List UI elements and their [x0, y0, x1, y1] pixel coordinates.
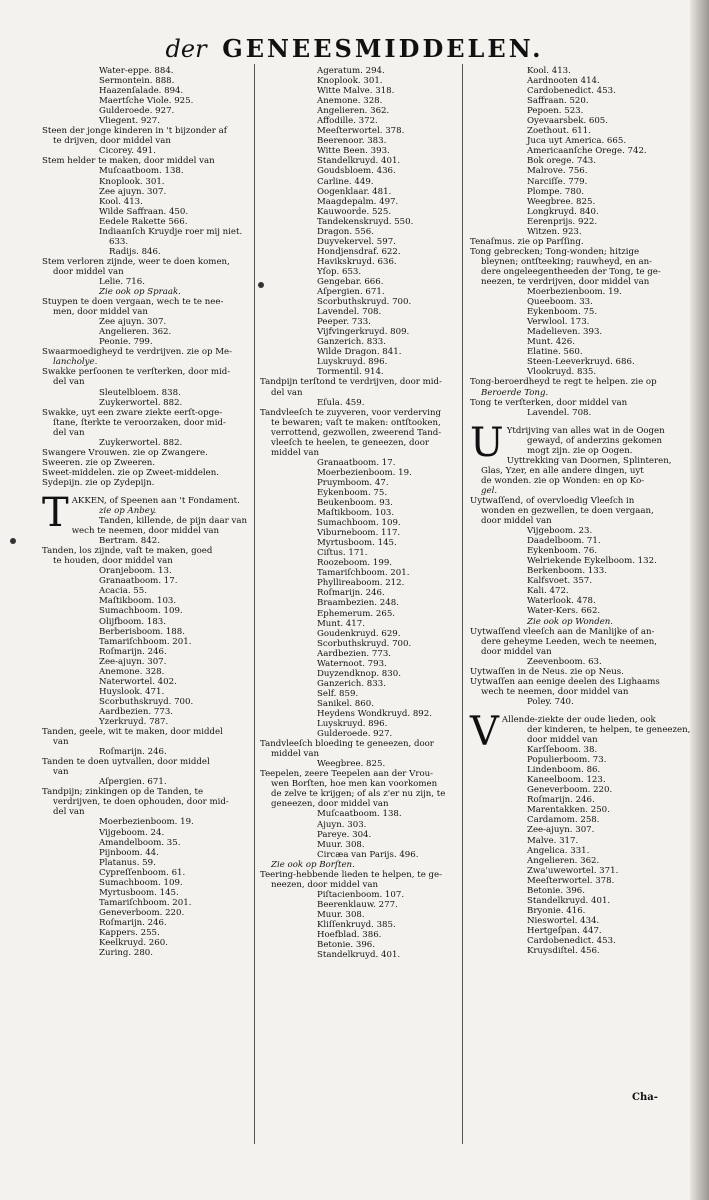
- index-line: Carline. 449.: [317, 176, 374, 187]
- index-line: Beroerde Tong.: [481, 387, 549, 398]
- index-line: Eykenboom. 76.: [527, 546, 598, 557]
- running-header: [0, 34, 709, 63]
- index-line: Self. 859.: [317, 688, 359, 699]
- index-line: Pijnboom. 44.: [99, 847, 159, 858]
- index-line: Bryonie. 416.: [527, 905, 586, 916]
- index-line: Zoethout. 611.: [527, 126, 591, 137]
- index-line: Zuykerwortel. 882.: [99, 437, 183, 448]
- index-line: Aardbezien. 773.: [99, 706, 174, 717]
- index-line: Vlookruyd. 835.: [527, 367, 597, 378]
- index-line: Zee-ajuyn. 307.: [99, 656, 167, 667]
- ink-spot: [10, 538, 16, 544]
- index-line: Tamariſchboom. 201.: [317, 568, 410, 579]
- index-line: Cypreſſenboom. 61.: [99, 867, 186, 878]
- index-line: Plompe. 780.: [527, 186, 585, 197]
- index-line: Eedele Rakette 566.: [99, 216, 188, 227]
- index-line: Maſtikboom. 103.: [317, 508, 395, 519]
- index-line: Stem verloren zijnde, weer te doen komen,: [42, 256, 230, 267]
- index-line: Zwa'uwewortel. 371.: [527, 865, 619, 876]
- index-line: Myrtusboom. 145.: [99, 887, 179, 898]
- index-line: mogt zijn. zie op Oogen.: [527, 445, 633, 456]
- index-line: Cicorey. 491.: [99, 146, 156, 157]
- index-line: Tong te verſterken, door middel van: [470, 397, 628, 408]
- index-line: Kauwoorde. 525.: [317, 206, 392, 217]
- index-line: Swakke, uyt een zware ziekte eerſt-opge-: [42, 407, 223, 418]
- index-line: Narciſſe. 779.: [527, 176, 588, 187]
- index-line: middel van: [271, 749, 319, 760]
- index-line: Ajuyn. 303.: [317, 819, 367, 830]
- index-line: Waterlook. 478.: [527, 596, 596, 607]
- index-line: Munt. 426.: [527, 337, 575, 348]
- header-title: GENEESMIDDELEN.: [222, 34, 544, 63]
- index-line: Keelkruyd. 260.: [99, 938, 168, 949]
- index-line: Peeper. 733.: [317, 317, 371, 328]
- index-line: Steen der jonge kinderen in 't bijzonder af: [42, 126, 227, 137]
- index-line: Ciſtus. 171.: [317, 548, 368, 559]
- index-line: men, door middel van: [53, 307, 148, 318]
- index-line: Aſpergien. 671.: [317, 287, 385, 298]
- index-line: Malrove. 756.: [527, 166, 588, 177]
- index-line: Roſmarijn. 246.: [99, 646, 167, 657]
- index-line: Tandvleeſch te zuyveren, voor verderving: [260, 407, 442, 418]
- index-line: Standelkruyd. 401.: [317, 950, 401, 961]
- index-line: Welriekende Eykelboom. 132.: [527, 556, 657, 567]
- index-line: Tanden, los zijnde, vaſt te maken, goed: [42, 546, 213, 557]
- index-line: zie op Anbey.: [99, 506, 157, 517]
- index-line: Zee ajuyn. 307.: [99, 317, 167, 328]
- index-line: Populierboom. 73.: [527, 755, 607, 766]
- index-line: Moerbezienboom. 19.: [99, 817, 194, 828]
- index-line: Zie ook op Wonden.: [527, 616, 614, 627]
- index-line: Yzerkruyd. 787.: [99, 717, 169, 727]
- index-line: Angelieren. 362.: [99, 327, 172, 338]
- drop-cap-letter: T: [42, 489, 69, 536]
- index-line: Goudenkruyd. 629.: [317, 628, 401, 639]
- header-lead: der: [165, 35, 207, 63]
- index-column-right: [470, 66, 691, 957]
- index-line: Pareye. 304.: [317, 829, 372, 840]
- index-line: Peonie. 799.: [99, 337, 153, 348]
- index-line: Huyslook. 471.: [99, 686, 165, 697]
- index-line: Eykenboom. 75.: [527, 307, 598, 318]
- index-line: Muſcaatboom. 138.: [317, 809, 402, 820]
- index-line: Bok orege. 743.: [527, 156, 596, 167]
- index-line: Amandelboom. 35.: [99, 837, 181, 848]
- index-line: Karſſeboom. 38.: [527, 745, 598, 756]
- index-line: Betonie. 396.: [317, 940, 375, 951]
- index-line: Longkruyd. 840.: [527, 206, 599, 217]
- index-line: Weegbree. 825.: [527, 196, 596, 207]
- index-line: Verwlool. 173.: [527, 317, 590, 328]
- index-line: Teering-hebbende lieden te helpen, te ge-: [260, 869, 443, 880]
- index-line-text: Allende-ziekte der oude lieden, ook: [501, 714, 656, 725]
- index-line: Aardbezien. 773.: [317, 648, 392, 659]
- index-line: Aardnooten 414.: [527, 76, 600, 87]
- index-line: wech te neemen, door middel van: [71, 526, 220, 537]
- index-line: Muur. 308.: [317, 839, 365, 850]
- index-line: Sumachboom. 109.: [317, 518, 401, 529]
- index-line: Zee ajuyn. 307.: [99, 186, 167, 197]
- index-line: Angelieren. 362.: [317, 106, 390, 117]
- index-line: Heydens Wondkruyd. 892.: [317, 709, 432, 719]
- index-line: Vijgeboom. 24.: [99, 827, 165, 838]
- index-line: Moerbezienboom. 19.: [317, 467, 412, 478]
- index-line: Tanden te doen uytvallen, door middel: [42, 757, 210, 768]
- index-line: Poley. 740.: [527, 696, 574, 707]
- index-line: Meeſterwortel. 378.: [317, 126, 405, 137]
- index-line: geneezen, door middel van: [271, 799, 389, 810]
- index-line: Knoplook. 301.: [317, 76, 383, 87]
- index-line: Gengebar. 666.: [317, 276, 384, 287]
- index-line: Hertgeſpan. 447.: [527, 925, 602, 936]
- index-line: door middel van: [481, 516, 552, 527]
- index-line: Sleutelbloem. 838.: [99, 387, 181, 398]
- index-line: [470, 707, 682, 711]
- index-line: te bewaren; vaſt te maken: ontſtooken,: [271, 417, 441, 428]
- index-line: de wonden. zie op Wonden: en op Ko-: [481, 475, 645, 486]
- index-line: Kappers. 255.: [99, 927, 160, 938]
- index-line: Havikskruyd. 636.: [317, 256, 397, 267]
- index-line: Sumachboom. 109.: [99, 606, 183, 617]
- index-line: Uytwaſſen aan eenige deelen des Lighaams: [470, 676, 660, 687]
- index-line: Uyttrekking van Doornen, Splinteren,: [506, 455, 672, 466]
- page-edge-shadow: [690, 0, 709, 1200]
- index-line: Ephemerum. 265.: [317, 608, 396, 619]
- index-line: Radijs. 846.: [109, 246, 161, 257]
- index-line: Luyskruyd. 896.: [317, 357, 388, 368]
- index-line: te houden, door middel van: [53, 556, 173, 567]
- index-line: Sweet-middelen. zie op Zweet-middelen.: [42, 467, 220, 478]
- index-line: Stem helder te maken, door middel van: [42, 156, 215, 167]
- index-line: Scorbuthskruyd. 700.: [99, 696, 194, 707]
- index-line: Tamariſchboom. 201.: [99, 636, 192, 647]
- index-line: Beerenklauw. 277.: [317, 899, 398, 910]
- index-line: Knoplook. 301.: [99, 176, 165, 187]
- drop-cap-letter: U: [470, 419, 504, 466]
- index-line: Tamariſchboom. 201.: [99, 897, 192, 908]
- index-line: Saffraan. 520.: [527, 96, 589, 107]
- index-line: Standelkruyd. 401.: [527, 895, 611, 906]
- index-line: Tenaſmus. zie op Parſſing.: [470, 236, 584, 247]
- index-line: Zee-ajuyn. 307.: [527, 825, 595, 836]
- index-line: Witzen. 923.: [527, 226, 582, 237]
- index-line: Kalfsvoet. 357.: [527, 576, 593, 587]
- index-line: dere ongeleegentheeden der Tong, te ge-: [481, 266, 661, 277]
- index-line: Teepelen, zeere Teepelen aan der Vrou-: [260, 769, 434, 780]
- index-line: Beerenoor. 383.: [317, 136, 387, 147]
- index-line: dere geheyme Leeden, wech te neemen,: [481, 636, 658, 647]
- index-line: Swaarmoedigheyd te verdrijven. zie op Me-: [42, 347, 233, 358]
- index-line: Viburneboom. 117.: [317, 528, 401, 539]
- index-line: Aſpergien. 671.: [99, 777, 167, 788]
- index-line: Tormentil. 914.: [317, 367, 384, 378]
- index-line: Myrtusboom. 145.: [317, 538, 397, 549]
- index-line: Kaneelboom. 123.: [527, 775, 606, 786]
- index-line: Circæa van Parijs. 496.: [317, 849, 419, 860]
- index-line: Roſmarijn. 246.: [527, 795, 595, 806]
- index-line: Americaanſche Orege. 742.: [527, 146, 647, 157]
- index-line: de zelve te krijgen; of als z'er nu zijn, te: [271, 789, 446, 800]
- index-line: Haazenſalade. 894.: [99, 86, 184, 97]
- index-line: Indiaanſch Kruydje roer mij niet.: [99, 226, 243, 237]
- index-line: Cardamom. 258.: [527, 815, 600, 826]
- index-line: Kliſſenkruyd. 385.: [317, 919, 396, 930]
- index-line: Zuykerwortel. 882.: [99, 397, 183, 408]
- index-line: del van: [53, 377, 85, 388]
- index-line: Sermontein. 888.: [99, 76, 175, 87]
- index-line: Tong gebrecken; Tong-wonden; hitzige: [470, 246, 640, 257]
- index-line: Malve. 317.: [527, 835, 579, 846]
- index-column-middle: [260, 66, 460, 960]
- index-line: Muur. 308.: [317, 909, 365, 920]
- index-line: Wilde Dragon. 841.: [317, 347, 402, 358]
- index-line: van: [53, 737, 69, 748]
- index-line: Zie ook op Spraak.: [99, 287, 181, 298]
- index-line: Betonie. 396.: [527, 885, 585, 896]
- index-line: 633.: [109, 236, 129, 247]
- index-line: Witte Malve. 318.: [317, 86, 395, 97]
- index-line: Uytwaſſend, of overvloedig Vleeſch in: [470, 495, 635, 506]
- index-line: Berkenboom. 133.: [527, 566, 607, 577]
- index-line: Bertram. 842.: [99, 536, 160, 547]
- index-line: der kinderen, te helpen, te geneezen,: [527, 725, 691, 735]
- index-line: Kruysdiſtel. 456.: [527, 946, 600, 957]
- index-line: Duyzendknop. 830.: [317, 668, 401, 679]
- index-line: Lindenboom. 86.: [527, 765, 601, 776]
- index-line: Maſtikboom. 103.: [99, 596, 177, 607]
- index-line: door middel van: [481, 646, 552, 657]
- index-line: Eykenboom. 75.: [317, 487, 388, 498]
- index-line: Acacia. 55.: [99, 586, 147, 597]
- index-line: Swakke perſoonen te verſterken, door mid-: [42, 367, 231, 378]
- index-line: Roſmarijn. 246.: [99, 917, 167, 928]
- index-line: Ganzerich. 833.: [317, 678, 386, 689]
- index-line: Luyskruyd. 896.: [317, 719, 388, 730]
- index-line: wech te neemen, door middel van: [481, 686, 629, 697]
- index-line: Kali. 472.: [527, 586, 569, 597]
- index-line: Standelkruyd. 401.: [317, 156, 401, 167]
- index-line: Oranjeboom. 13.: [99, 566, 172, 577]
- index-line: neezen, door middel van: [271, 879, 378, 890]
- index-line: Goudsbloem. 436.: [317, 166, 396, 177]
- index-line: Berberisboom. 188.: [99, 626, 185, 637]
- index-line: wonden en gezwellen, te doen vergaan,: [481, 506, 654, 517]
- index-line: Eerenprijs. 922.: [527, 216, 598, 227]
- index-line: vleeſch te heelen, te geneezen, door: [271, 437, 429, 448]
- index-line: Granaatboom. 17.: [317, 457, 396, 468]
- index-line: Affodille. 372.: [317, 116, 378, 127]
- index-line: Gulderoede. 927.: [317, 729, 393, 740]
- index-line: Uytwaſſend vleeſch aan de Manlijke of an-: [470, 626, 655, 637]
- index-line: Hoefblad. 386.: [317, 930, 382, 941]
- index-line: Eſula. 459.: [317, 397, 365, 408]
- index-column-left: [42, 66, 277, 958]
- index-line: Angelica. 331.: [527, 845, 590, 856]
- index-line: Sumachboom. 109.: [99, 877, 183, 888]
- index-line: Kool. 413.: [99, 196, 143, 207]
- index-line: middel van: [271, 447, 319, 458]
- index-line: Braambezien. 248.: [317, 598, 399, 609]
- index-line: Queeboom. 33.: [527, 297, 593, 308]
- index-line: Cardobenedict. 453.: [527, 86, 616, 97]
- index-line: Sweeren. zie op Zweeren.: [42, 457, 156, 468]
- index-line: Sydepijn. zie op Zydepijn.: [42, 477, 155, 488]
- index-line: gel.: [481, 485, 498, 496]
- index-line: Naterwortel. 402.: [99, 676, 177, 687]
- index-line: Tandpijn terſtond te verdrijven, door mid-: [260, 377, 442, 388]
- index-line: Pruymboom. 47.: [317, 477, 389, 488]
- index-line: del van: [271, 387, 303, 398]
- index-line: Zuring. 280.: [99, 948, 153, 959]
- index-line-text: AKKEN, of Speenen aan 't Fondament.: [71, 495, 240, 506]
- index-line: Daadelboom. 71.: [527, 536, 601, 547]
- index-line: Lavendel. 708.: [527, 407, 592, 418]
- index-line: Vijfvingerkruyd. 809.: [317, 327, 410, 338]
- index-line: wen Borſten, hoe men kan voorkomen: [271, 779, 438, 790]
- index-line: Meeſterwortel. 378.: [527, 875, 615, 886]
- index-line: Stuypen te doen vergaan, wech te te nee-: [42, 297, 224, 308]
- index-line: Nieswortel. 434.: [527, 915, 600, 926]
- index-line: Moerbezienboom. 19.: [527, 287, 622, 298]
- index-line: Maertſche Viole. 925.: [99, 96, 194, 107]
- index-line: Gulderoede. 927.: [99, 106, 175, 117]
- index-line: del van: [53, 427, 85, 438]
- index-line: [42, 488, 277, 492]
- index-line: Ganzerich. 833.: [317, 337, 386, 348]
- index-line: Muſcaatboom. 138.: [99, 166, 184, 177]
- index-line: te drijven, door middel van: [53, 136, 171, 147]
- index-line: Kool. 413.: [527, 66, 571, 76]
- index-line: Cardobenedict. 453.: [527, 935, 616, 946]
- index-line: Pepoen. 523.: [527, 106, 584, 117]
- index-line: Platanus. 59.: [99, 857, 156, 868]
- index-line: Steen-Leeverkruyd. 686.: [527, 357, 635, 368]
- index-line: Duyvekervel. 597.: [317, 236, 396, 247]
- index-line: Scorbuthskruyd. 700.: [317, 638, 412, 649]
- drop-cap-letter: V: [470, 708, 499, 755]
- index-line: Anemone. 328.: [99, 666, 165, 677]
- index-line: lancholye.: [53, 357, 98, 368]
- index-line: Tanden, geele, wit te maken, door middel: [42, 727, 223, 738]
- index-line: Oyevaarsbek. 605.: [527, 116, 608, 127]
- index-line: Geneverboom. 220.: [527, 785, 613, 796]
- index-line: Dragon. 556.: [317, 226, 374, 237]
- index-line: gewayd, of anderzins gekomen: [527, 435, 663, 446]
- index-line: Yſop. 653.: [317, 266, 362, 277]
- index-line: neezen, te verdrijven, door middel van: [481, 276, 650, 287]
- index-line: Witte Been. 393.: [317, 146, 390, 157]
- index-line: Olijfboom. 183.: [99, 616, 166, 627]
- index-line: Munt. 417.: [317, 618, 365, 629]
- index-line: Roſmarijn. 246.: [99, 747, 167, 758]
- index-line-text: Ytdrijving van alles wat in de Oogen: [506, 425, 665, 436]
- index-line: Water-eppe. 884.: [99, 66, 174, 76]
- index-line: Zeevenboom. 63.: [527, 656, 602, 667]
- index-line: Ageratum. 294.: [317, 66, 385, 76]
- index-line: Piſtacienboom. 107.: [317, 889, 405, 900]
- index-line: Tandekenskruyd. 550.: [317, 216, 414, 227]
- catchword: Cha-: [632, 1092, 658, 1103]
- index-line: Marentakken. 250.: [527, 805, 610, 816]
- index-line: Anemone. 328.: [317, 96, 383, 107]
- ink-spot: [258, 282, 264, 288]
- index-line: Weegbree. 825.: [317, 759, 386, 770]
- index-line: door middel van: [53, 266, 124, 277]
- index-line: del van: [53, 807, 85, 818]
- index-line: Swangere Vrouwen. zie op Zwangere.: [42, 447, 208, 458]
- index-line: Tanden, killende, de pijn daar van: [99, 516, 248, 527]
- index-line: Roozeboom. 199.: [317, 558, 393, 569]
- index-line: Tandvleeſch bloeding te geneezen, door: [260, 739, 434, 750]
- index-line: Glas, Yzer, en alle andere dingen, uyt: [481, 465, 644, 476]
- index-line: Zie ook op Borſten.: [271, 859, 355, 870]
- index-line: Tong-beroerdheyd te regt te helpen. zie op: [470, 377, 657, 388]
- index-line: Oogenklaar. 481.: [317, 186, 392, 197]
- index-line: Maagdepalm. 497.: [317, 196, 399, 207]
- index-line: Madelieven. 393.: [527, 327, 603, 338]
- column-rule-2: [462, 64, 463, 1144]
- index-line: Lelie. 716.: [99, 276, 145, 287]
- index-line: Scorbuthskruyd. 700.: [317, 297, 412, 308]
- index-line: Granaatboom. 17.: [99, 576, 178, 587]
- index-line: Geneverboom. 220.: [99, 907, 185, 918]
- index-line: Waternoot. 793.: [317, 658, 387, 669]
- index-line: Tandpijn; zinkingen op de Tanden, te: [42, 787, 204, 798]
- index-line: Angelieren. 362.: [527, 855, 600, 866]
- index-line: Elatine. 560.: [527, 347, 583, 358]
- index-line: van: [53, 767, 69, 778]
- index-line: Vijgeboom. 23.: [527, 526, 593, 537]
- index-line: door middel van: [527, 735, 598, 746]
- index-line: verdrijven, te doen ophouden, door mid-: [53, 797, 229, 808]
- index-line: Juca uyt America. 665.: [527, 136, 627, 147]
- index-line: Phyllireaboom. 212.: [317, 578, 405, 589]
- index-line: Uytwaſſen in de Neus. zie op Neus.: [470, 666, 624, 677]
- index-line: Lavendel. 708.: [317, 307, 382, 318]
- index-line: Beukenboom. 93.: [317, 498, 393, 509]
- index-line: Wilde Saffraan. 450.: [99, 206, 189, 217]
- index-line: bleynen; ontſteeking; rauwheyd, en an-: [481, 256, 653, 267]
- index-line: Water-Kers. 662.: [527, 606, 601, 617]
- index-line: verrottend, gezwollen, zweerend Tand-: [271, 427, 442, 438]
- index-line: Hondjensdraf. 622.: [317, 246, 401, 257]
- index-line: Vliegent. 927.: [99, 116, 160, 127]
- index-line: Roſmarijn. 246.: [317, 588, 385, 599]
- index-line: ſtane, ſterkte te veroorzaken, door mid-: [53, 417, 226, 428]
- index-line: Sanikel. 860.: [317, 698, 374, 709]
